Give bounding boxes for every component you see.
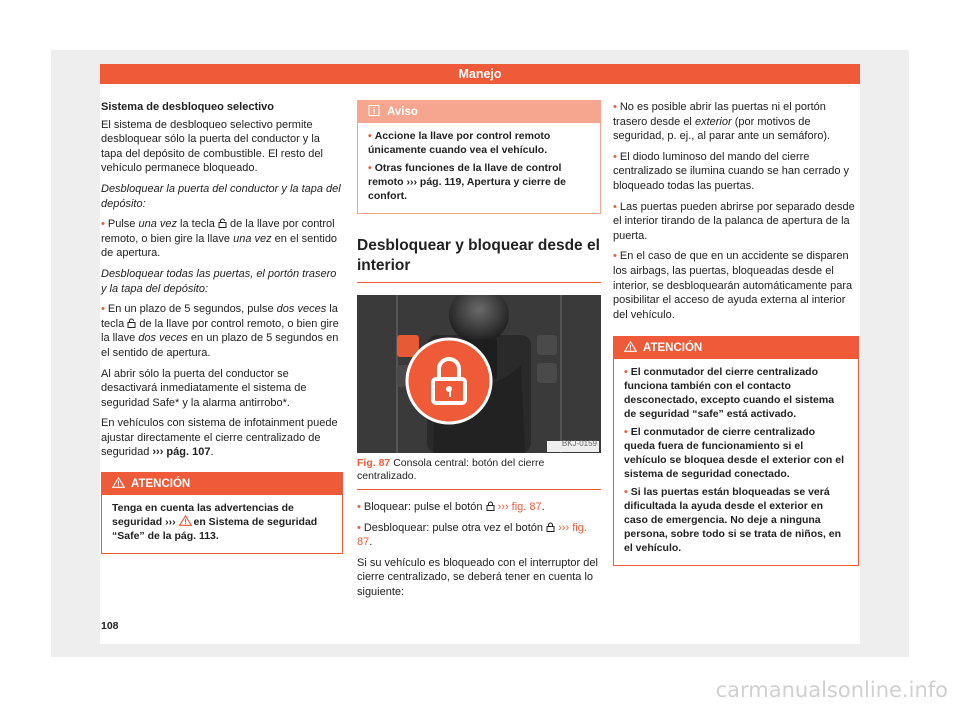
column-right	[613, 100, 859, 566]
warning-header: ATENCIÓN	[102, 473, 342, 495]
heading-selective-unlock: Sistema de desbloqueo selectivo	[101, 101, 275, 113]
lock-icon	[486, 501, 495, 511]
bullet-unlock: • Desbloquear: pulse otra vez el botón ››› fig. 87.	[357, 521, 587, 549]
list-item: • En el caso de que en un accidente se disparen los airbags, las puertas, bloqueadas desde el interior, se desbloquearán automáticamente para posibilitar el acceso de ayuda externa al interior del vehículo.	[613, 250, 853, 321]
subheading-driver-door: Desbloquear la puerta del conductor y la tapa del depósito:	[101, 182, 341, 210]
warning-item: • El conmutador del cierre centralizado funciona también con el contacto desconectado, excepto cuando el sistema de seguridad “safe” está activado.	[624, 366, 835, 421]
section-title: Desbloquear y bloquear desde el interior	[357, 236, 601, 283]
unlock-icon	[127, 318, 136, 328]
note-header: Aviso	[358, 101, 600, 123]
page-number: 108	[101, 620, 119, 632]
column-middle	[357, 100, 601, 606]
list-item: • El diodo luminoso del mando del cierre centralizado se ilumina cuando se han cerrado y bloqueado todas las puertas.	[613, 150, 850, 192]
warning-body: Tenga en cuenta las advertencias de seguridad ››› en Sistema de seguridad “Safe” de la pág. 113.	[112, 502, 318, 543]
figure-caption: Fig. 87 Consola central: botón del cierre centralizado.	[357, 457, 601, 490]
list-item: • No es posible abrir las puertas ni el portón trasero desde el exterior (por motivos de seguridad, p. ej., al parar ante un semáforo).	[613, 101, 831, 143]
list-item: • Las puertas pueden abrirse por separado desde el interior tirando de la palanca de apertura de la puerta.	[613, 200, 855, 242]
bullet-once: • Pulse una vez la tecla de la llave por control remoto, o bien gire la llave una vez en el sentido de apertura.	[101, 218, 338, 260]
subheading-all-doors: Desbloquear todas las puertas, el portón trasero y la tapa del depósito:	[101, 267, 337, 295]
locked-vehicle-paragraph: Si su vehículo es bloqueado con el interruptor del cierre centralizado, se deberá tener en cuenta lo siguiente:	[357, 556, 598, 598]
figure-code: BKJ-0159	[561, 439, 597, 449]
intro-paragraph: El sistema de desbloqueo selectivo permite desbloquear sólo la puerta del conductor y la tapa del depósito de combustible. El resto del vehículo permanece bloqueado.	[101, 118, 323, 175]
note-item: • Otras funciones de la llave de control remoto ››› pág. 119, Apertura y cierre de confort.	[368, 162, 567, 202]
bullet-lock: • Bloquear: pulse el botón ››› fig. 87.	[357, 501, 545, 513]
page-107-link[interactable]: ››› pág. 107	[152, 446, 211, 459]
info-icon	[368, 105, 381, 116]
lock-icon	[546, 522, 555, 532]
note-body	[358, 123, 600, 213]
safe-paragraph: Al abrir sólo la puerta del conductor se desactivará inmediatamente el sistema de seguridad Safe* y la alarma antirrobo*.	[101, 367, 307, 409]
bullet-icon: •	[101, 218, 105, 231]
fig-87-link[interactable]: ››› fig. 87	[357, 521, 587, 549]
warning-body	[614, 359, 858, 565]
infotainment-paragraph: En vehículos con sistema de infotainment puede ajustar directamente el cierre centralizado de seguridad ››› pág. 107.	[101, 417, 338, 459]
warning-box-right	[613, 336, 859, 566]
warning-box-left	[101, 472, 343, 554]
bullet-icon: •	[101, 303, 105, 316]
note-item: • Accione la llave por control remoto únicamente cuando vea el vehículo.	[368, 130, 551, 156]
console-figure	[357, 295, 601, 453]
warning-item: • Si las puertas están bloqueadas se verá dificultada la ayuda desde el exterior en caso de emergencia. No deje a ninguna persona, sobre todo si se trata de niños, en el vehículo.	[624, 486, 842, 555]
bullet-twice: • En un plazo de 5 segundos, pulse dos veces la tecla de la llave por control remoto, o bien gire la llave dos veces en un plazo de 5 segundos en el sentido de apertura.	[101, 303, 339, 359]
warning-triangle-icon	[624, 341, 637, 352]
column-left	[101, 100, 343, 554]
console-illustration	[357, 295, 601, 453]
watermark: carmanualsonline.info	[715, 678, 948, 702]
warning-header: ATENCIÓN	[614, 337, 858, 359]
section-header: Manejo	[100, 64, 860, 84]
warning-item: • El conmutador de cierre centralizado queda fuera de funcionamiento si el vehículo se bloquea desde el exterior con el sistema de seguridad conectado.	[624, 426, 844, 481]
note-box	[357, 100, 601, 214]
unlock-icon	[218, 218, 227, 228]
page-119-link[interactable]: ››› pág. 119, Apertura y cierre de confort.	[368, 176, 567, 202]
fig-87-link[interactable]: ››› fig. 87	[497, 501, 542, 513]
warning-triangle-icon	[112, 477, 125, 488]
warning-triangle-icon	[179, 515, 192, 526]
